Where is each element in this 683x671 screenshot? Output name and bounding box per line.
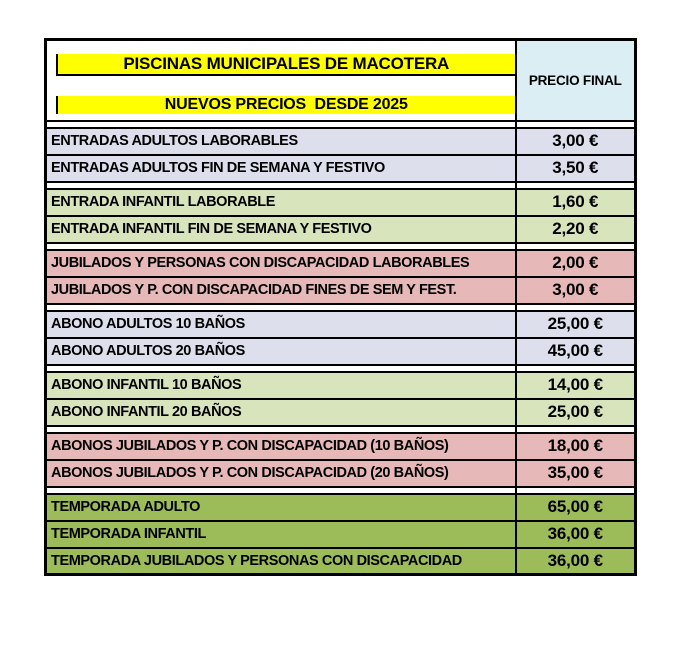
row-price: 3,50 € [516, 155, 636, 182]
row-label: JUBILADOS Y PERSONAS CON DISCAPACIDAD LABORABLES [46, 250, 516, 277]
table-row [46, 277, 636, 304]
row-price: 1,60 € [516, 189, 636, 216]
table-row [46, 250, 636, 277]
header-row-title [46, 40, 636, 90]
table-row [46, 460, 636, 487]
row-label: TEMPORADA INFANTIL [46, 521, 516, 548]
table-row [46, 548, 636, 575]
row-price: 36,00 € [516, 521, 636, 548]
row-price: 18,00 € [516, 433, 636, 460]
row-label: TEMPORADA ADULTO [46, 494, 516, 521]
title-cell [46, 40, 516, 90]
spacer-row [46, 304, 636, 311]
subtitle-cell [46, 90, 516, 121]
row-price: 36,00 € [516, 548, 636, 575]
row-label: ABONO INFANTIL 10 BAÑOS [46, 372, 516, 399]
row-price: 35,00 € [516, 460, 636, 487]
table-row [46, 338, 636, 365]
row-price: 3,00 € [516, 128, 636, 155]
price-table [44, 38, 637, 576]
row-label: ABONOS JUBILADOS Y P. CON DISCAPACIDAD (10 BAÑOS) [46, 433, 516, 460]
row-label: ENTRADA INFANTIL LABORABLE [46, 189, 516, 216]
spacer-row [46, 426, 636, 433]
page-subtitle: NUEVOS PRECIOS DESDE 2025 [56, 96, 515, 114]
row-price: 14,00 € [516, 372, 636, 399]
row-price: 2,00 € [516, 250, 636, 277]
table-row [46, 216, 636, 243]
table-row [46, 433, 636, 460]
table-row [46, 372, 636, 399]
row-label: JUBILADOS Y P. CON DISCAPACIDAD FINES DE SEM Y FEST. [46, 277, 516, 304]
row-price: 45,00 € [516, 338, 636, 365]
row-price: 25,00 € [516, 399, 636, 426]
table-row [46, 399, 636, 426]
table-row [46, 311, 636, 338]
page-title: PISCINAS MUNICIPALES DE MACOTERA [56, 54, 515, 76]
spacer-row [46, 487, 636, 494]
row-price: 3,00 € [516, 277, 636, 304]
row-price: 25,00 € [516, 311, 636, 338]
row-label: ABONO INFANTIL 20 BAÑOS [46, 399, 516, 426]
table-row [46, 494, 636, 521]
row-label: TEMPORADA JUBILADOS Y PERSONAS CON DISCAPACIDAD [46, 548, 516, 575]
row-label: ENTRADAS ADULTOS LABORABLES [46, 128, 516, 155]
price-column-header: PRECIO FINAL [516, 40, 636, 121]
table-row [46, 189, 636, 216]
row-price: 65,00 € [516, 494, 636, 521]
row-label: ENTRADAS ADULTOS FIN DE SEMANA Y FESTIVO [46, 155, 516, 182]
spacer-row [46, 182, 636, 189]
spacer-row [46, 121, 636, 128]
table-row [46, 155, 636, 182]
table-row [46, 521, 636, 548]
spacer-row [46, 365, 636, 372]
row-label: ABONO ADULTOS 20 BAÑOS [46, 338, 516, 365]
row-price: 2,20 € [516, 216, 636, 243]
spacer-row [46, 243, 636, 250]
row-label: ABONO ADULTOS 10 BAÑOS [46, 311, 516, 338]
row-label: ENTRADA INFANTIL FIN DE SEMANA Y FESTIVO [46, 216, 516, 243]
table-row [46, 128, 636, 155]
row-label: ABONOS JUBILADOS Y P. CON DISCAPACIDAD (20 BAÑOS) [46, 460, 516, 487]
